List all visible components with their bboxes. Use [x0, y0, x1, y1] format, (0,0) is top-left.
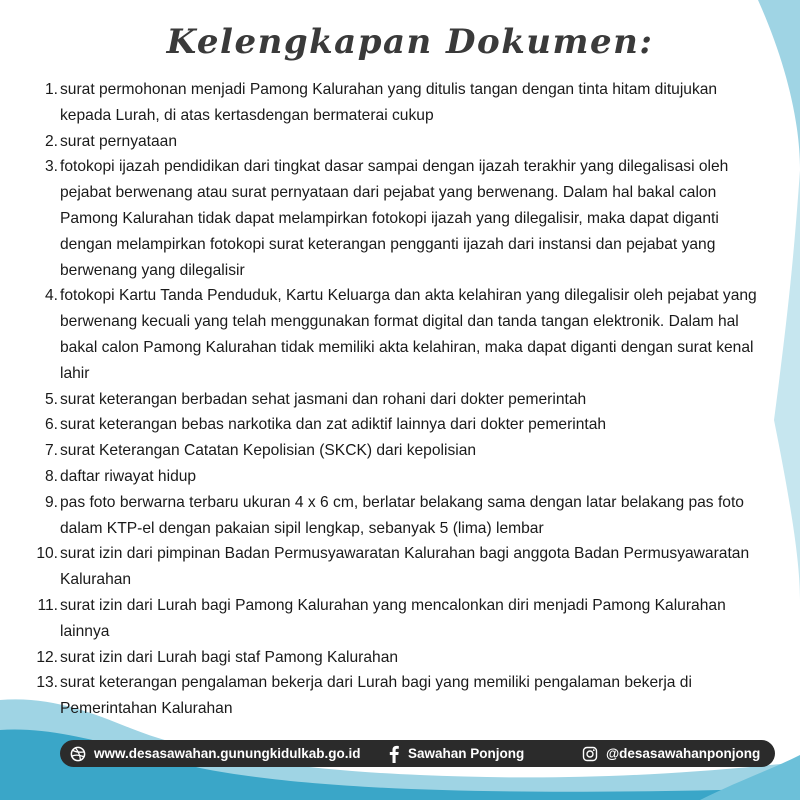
list-item [30, 77, 770, 129]
item-text: surat izin dari Lurah bagi Pamong Kalurahan yang mencalonkan diri menjadi Pamong Kalurahan lainnya [60, 596, 726, 640]
right-wave-light [774, 170, 800, 600]
facebook-icon [388, 745, 400, 763]
item-number: 2. [44, 132, 58, 150]
dribbble-globe-icon [70, 746, 86, 762]
instagram-icon [582, 746, 598, 762]
list-item [30, 593, 770, 645]
item-text: surat pernyataan [60, 132, 178, 150]
instagram-text: @desasawahanponjong [606, 746, 761, 761]
item-number: 13. [36, 674, 58, 692]
item-number: 12. [36, 648, 58, 666]
item-number: 8. [44, 467, 58, 485]
list-item [30, 541, 770, 593]
item-number: 4. [44, 287, 58, 305]
instagram-link[interactable] [582, 740, 760, 767]
list-item [30, 645, 770, 671]
item-text: fotokopi ijazah pendidikan dari tingkat dasar sampai dengan ijazah terakhir yang dilegalisasi oleh pejabat berwenang atau surat pernyataan dari pejabat yang berwenang. Dalam hal bakal calon Pamong Kalurahan tidak dapat melampirkan fotokopi ijazah yang dilegalisir, maka dapat diganti dengan melampirkan fotokopi surat keterangan pengganti ijazah dari instansi dan pejabat yang berwenang yang dilegalisir [60, 158, 729, 279]
item-text: surat izin dari Lurah bagi staf Pamong Kalurahan [60, 648, 399, 666]
contact-footer [60, 740, 775, 767]
list-item [30, 438, 770, 464]
page-title: Kelengkapan Dokumen: [166, 22, 654, 62]
item-text: surat Keterangan Catatan Kepolisian (SKCK) dari kepolisian [60, 442, 477, 460]
document-list [30, 77, 770, 722]
item-text: surat permohonan menjadi Pamong Kalurahan yang ditulis tangan dengan tinta hitam ditujukan kepada Lurah, di atas kertasdengan bermaterai cukup [60, 81, 718, 124]
list-item [30, 670, 770, 722]
item-text: surat izin dari pimpinan Badan Permusyawaratan Kalurahan bagi anggota Badan Permusyawaratan Kalurahan [60, 545, 750, 589]
item-number: 7. [44, 442, 58, 460]
item-number: 6. [44, 416, 58, 434]
list-item [30, 464, 770, 490]
item-number: 5. [44, 390, 58, 408]
facebook-text: Sawahan Ponjong [408, 746, 525, 761]
website-text: www.desasawahan.gunungkidulkab.go.id [94, 746, 361, 761]
facebook-link[interactable] [388, 740, 524, 767]
item-text: surat keterangan berbadan sehat jasmani dan rohani dari dokter pemerintah [60, 390, 587, 408]
list-item [30, 154, 770, 283]
list-item [30, 490, 770, 542]
list-item [30, 412, 770, 438]
list-item [30, 387, 770, 413]
item-number: 11. [37, 596, 58, 614]
item-number: 3. [44, 158, 58, 176]
item-text: pas foto berwarna terbaru ukuran 4 x 6 cm, berlatar belakang sama dengan latar belakang pas foto dalam KTP-el dengan pakaian sipil lengkap, sebanyak 5 (lima) lembar [60, 493, 744, 537]
item-text: daftar riwayat hidup [60, 467, 197, 485]
item-number: 9. [44, 493, 58, 511]
website-link[interactable] [70, 740, 361, 767]
item-text: surat keterangan pengalaman bekerja dari Lurah bagi yang memiliki pengalaman bekerja di Pemerintahan Kalurahan [60, 674, 692, 718]
item-text: fotokopi Kartu Tanda Penduduk, Kartu Keluarga dan akta kelahiran yang dilegalisir oleh pejabat yang berwenang kecuali yang telah menggunakan format digital dan tanda tangan elektronik. Dalam hal bakal calon Pamong Kalurahan tidak memiliki akta kelahiran, maka dapat diganti dengan surat kenal lahir [60, 287, 757, 382]
item-text: surat keterangan bebas narkotika dan zat adiktif lainnya dari dokter pemerintah [60, 416, 607, 434]
item-number: 10. [36, 545, 58, 563]
list-item [30, 283, 770, 386]
item-number: 1. [44, 81, 58, 98]
list-item [30, 129, 770, 155]
